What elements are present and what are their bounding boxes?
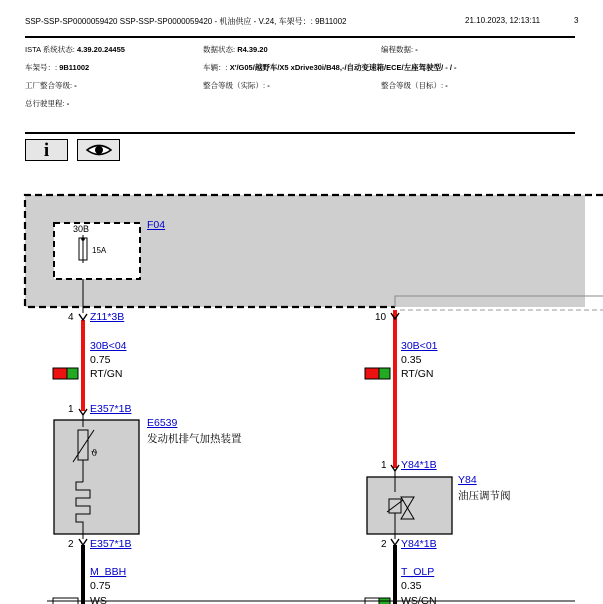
info-icon: i [43,139,50,161]
document-title: SSP-SSP-SP0000059420 SSP-SSP-SP0000059420 - 机油供应 - V.24, 车架号：: 9B11002 [25,17,347,26]
actual-integration-level: 整合等级（实际）: - [203,81,270,90]
ista-status: ISTA 系统状态: 4.39.20.24455 [25,45,125,54]
component-link-e6539[interactable]: E6539 [147,417,178,429]
vin: 车架号：: 9B11002 [25,63,90,72]
left-comp-pin-bottom: 2 [68,539,74,550]
connector-link-z11-3b[interactable]: Z11*3B [90,311,125,323]
right-comp-pin-bottom: 2 [381,539,387,550]
connector-link-y84-1b-bottom[interactable]: Y84*1B [401,538,437,550]
component-name-y84: 油压调节阀 [458,490,511,502]
right-pin-top: 10 [375,312,387,323]
fuse-rating-label: 15A [92,246,107,255]
left-wire3-color: WS [90,595,107,604]
right-wire-size: 0.35 [401,354,422,366]
left-comp-pin-top: 1 [68,404,74,415]
total-mileage: 总行驶里程: - [25,99,70,108]
component-name-e6539: 发动机排气加热装置 [147,433,242,445]
svg-text:ϑ: ϑ [91,449,98,459]
right-wire-swatch-red [365,368,379,379]
programming-data: 编程数据: - [381,45,418,54]
wire-link-30b-04[interactable]: 30B<04 [90,340,127,352]
right-wire2-size: 0.35 [401,580,422,592]
data-status: 数据状态: R4.39.20 [203,45,268,54]
connector-link-y84-1b-top[interactable]: Y84*1B [401,459,437,471]
fuse-terminal-label: 30B [73,224,90,234]
right-wire-swatch-green [379,368,390,379]
left-wire-color: RT/GN [90,368,123,380]
left-wire2-size: 0.75 [90,580,111,592]
wire-link-30b-01[interactable]: 30B<01 [401,340,438,352]
left-wire-size: 0.75 [90,354,111,366]
component-link-y84[interactable]: Y84 [458,474,477,486]
right-wire-color: RT/GN [401,368,434,380]
wire-link-m-bbh[interactable]: M_BBH [90,566,127,578]
target-integration-level: 整合等级（目标）: - [381,81,448,90]
connector-link-e357-1b-bottom[interactable]: E357*1B [90,538,132,550]
left-pin-top: 4 [68,312,74,323]
page-number: 3 [574,16,579,25]
fuse-link-f04[interactable]: F04 [147,219,166,231]
heater-component-box [54,420,139,534]
print-datetime: 21.10.2023, 12:13:11 [465,16,541,25]
factory-integration-level: 工厂整合等级: - [25,81,77,90]
right-comp-pin-top: 1 [381,460,387,471]
right-wire3-color: WS/GN [401,595,437,604]
wire-link-t-olp[interactable]: T_OLP [401,566,435,578]
vehicle: 车辆：: X'/G05/越野车/X5 xDrive30i/B48,-/自动变速箱/ECE/左座驾驶型/ - / - [203,63,457,72]
connector-link-e357-1b-top[interactable]: E357*1B [90,403,132,415]
left-wire-swatch-green [67,368,78,379]
left-wire-swatch-red [53,368,67,379]
